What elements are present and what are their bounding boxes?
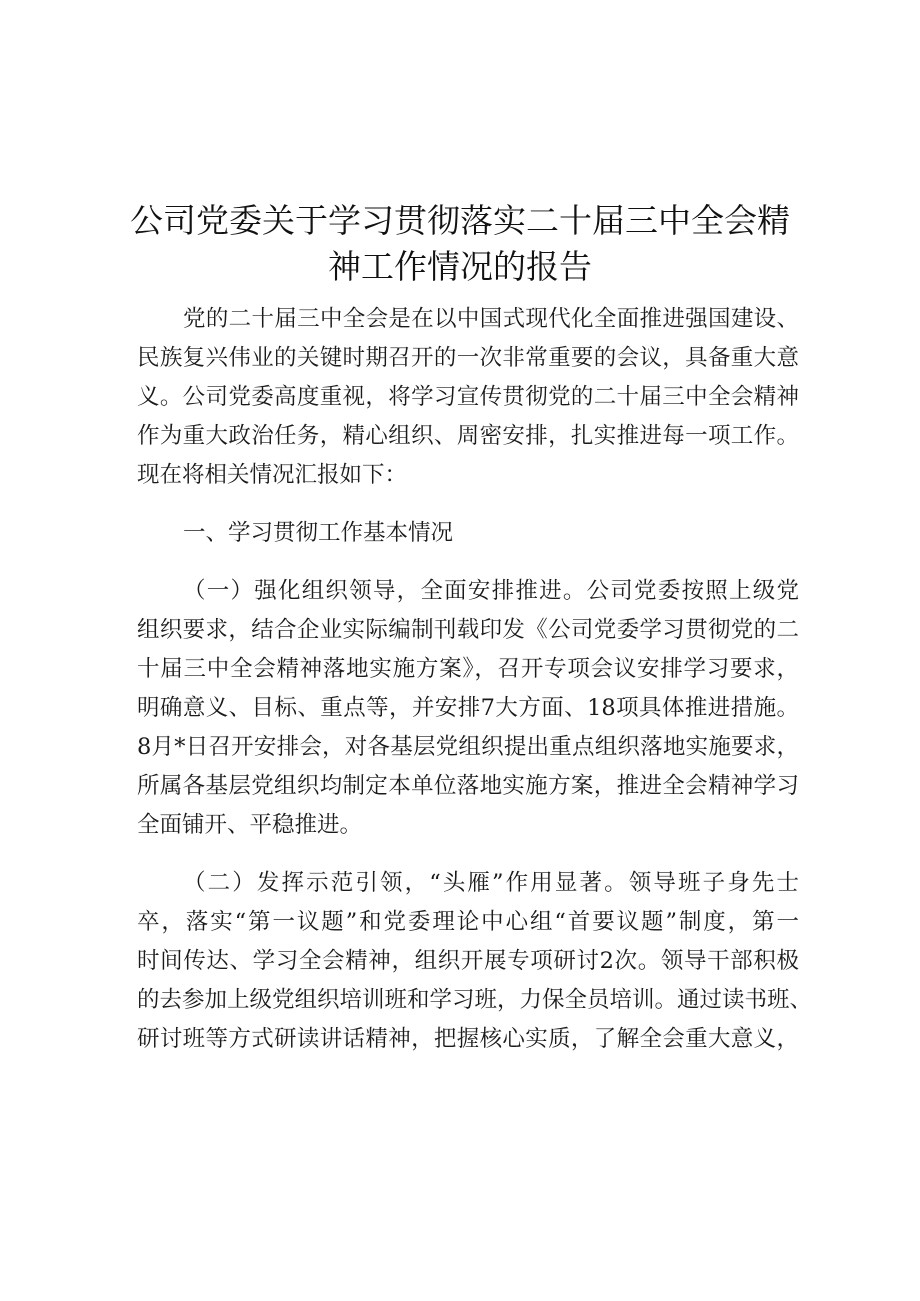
intro-line: 党的二十届三中全会是在以中国式现代化全面推进强国建设、 <box>183 306 799 332</box>
section-heading-text: 一、学习贯彻工作基本情况 <box>183 520 454 546</box>
item-1-line: 全面铺开、平稳推进。 <box>137 812 363 838</box>
item-1-line: 组织要求，结合企业实际编制刊载印发《公司党委学习贯彻党的二 <box>137 617 799 643</box>
item-1-line: 明确意义、目标、重点等，并安排7大方面、18项具体推进措施。 <box>137 695 799 721</box>
document-body <box>137 300 813 1059</box>
intro-line: 民族复兴伟业的关键时期召开的一次非常重要的会议，具备重大意 <box>137 345 799 371</box>
item-2-line: 时间传达、学习全会精神，组织开展专项研讨2次。领导干部积极 <box>137 948 799 974</box>
item-1-line: 十届三中全会精神落地实施方案》，召开专项会议安排学习要求， <box>137 656 799 682</box>
intro-line: 义。公司党委高度重视，将学习宣传贯彻党的二十届三中全会精神 <box>137 384 799 410</box>
item-2-line: （二）发挥示范引领，“头雁”作用显著。领导班子身先士 <box>183 870 799 896</box>
title-line-2: 神工作情况的报告 <box>328 247 592 286</box>
intro-paragraph <box>137 300 799 495</box>
document-title <box>120 198 800 290</box>
section-1-heading <box>137 514 799 553</box>
item-1-paragraph <box>137 572 799 845</box>
item-2-line: 的去参加上级党组织培训班和学习班，力保全员培训。通过读书班、 <box>137 987 813 1013</box>
title-line-1: 公司党委关于学习贯彻落实二十届三中全会精 <box>130 201 790 240</box>
intro-line: 现在将相关情况汇报如下： <box>137 462 408 488</box>
item-1-line: 所属各基层党组织均制定本单位落地实施方案，推进全会精神学习 <box>137 773 799 799</box>
item-2-line: 研讨班等方式研读讲话精神，把握核心实质，了解全会重大意义， <box>137 1026 799 1052</box>
item-2-paragraph <box>137 864 813 1059</box>
item-1-line: （一）强化组织领导，全面安排推进。公司党委按照上级党 <box>183 578 799 604</box>
item-1-line: 8月*日召开安排会，对各基层党组织提出重点组织落地实施要求， <box>137 734 799 760</box>
item-2-line: 卒，落实“第一议题”和党委理论中心组“首要议题”制度，第一 <box>137 909 799 935</box>
intro-line: 作为重大政治任务，精心组织、周密安排，扎实推进每一项工作。 <box>137 423 799 449</box>
